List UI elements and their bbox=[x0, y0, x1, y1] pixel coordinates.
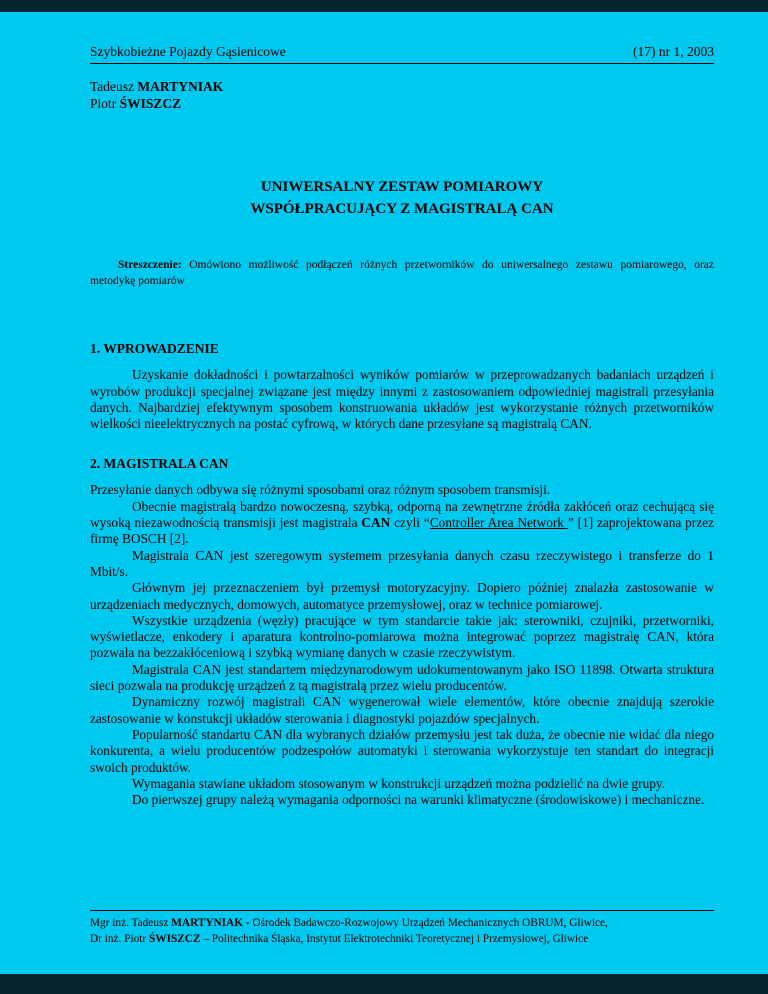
footnote-block bbox=[90, 910, 714, 948]
paragraph: Do pierwszej grupy należą wymagania odporności na warunki klimatyczne (środowiskowe) i mechaniczne. bbox=[132, 792, 705, 808]
paragraph: Uzyskanie dokładności i powtarzalności wyników pomiarów w przeprowadzanych badaniach urządzeń i wyrobów produkcji specjalnej związane jest między innymi z zastosowaniem odpowiedniej magistrali przesyłania danych. Najbardziej efektywnym sposobem konstruowania układów jest wykorzystanie różnych przetworników wielkości nieelektrycznych na postać cyfrową, w których dane przesyłane są magistralą CAN. bbox=[90, 367, 714, 432]
paragraph: Wszystkie urządzenia (węzły) pracujące w tym standarcie takie jak: sterowniki, czujniki, przetworniki, wyświetlacze, enkodery i aparatura kontrolno-pomiarowa można integrować poprzez magistralę CAN, która pozwala na bezzakłóceniową i szybką wymianę danych w czasie rzeczywistym. bbox=[90, 612, 714, 661]
abstract: Streszczenie: Omówiono możliwość podłączeń różnych przetworników do uniwersalnego zestawu pomiarowego, oraz metodykę pomiarów bbox=[90, 259, 714, 287]
page-content bbox=[90, 44, 714, 808]
paragraph: Obecnie magistralą bardzo nowoczesną, szybką, odporną na zewnętrzne źródła zakłóceń oraz cechującą się wysoką niezawodnością transmisji jest magistrala CAN czyli “Controller Area Network ” [1] zaprojektowana przez firmę BOSCH [2]. bbox=[90, 498, 714, 547]
paragraph: Głównym jej przeznaczeniem był przemysł motoryzacyjny. Dopiero później znalazła zastosowanie w urządzeniach medycznych, domowych, automatyce przemysłowej, oraz w technice pomiarowej. bbox=[90, 580, 714, 612]
section-heading-1: 1. WPROWADZENIE bbox=[90, 341, 219, 357]
article-title bbox=[90, 177, 714, 221]
paragraph: Popularność standartu CAN dla wybranych działów przemysłu jest tak duża, że obecnie nie widać dla niego konkurenta, a wielu producentów podzespołów automatyki i sterowania wykorzystuje ten standart do integracji swoich produktów. bbox=[90, 726, 714, 775]
journal-title: Szybkobieżne Pojazdy Gąsienicowe bbox=[90, 44, 286, 59]
paragraph: Przesyłanie danych odbywa się różnymi sposobami oraz różnym sposobem transmisji. bbox=[90, 482, 551, 498]
issue-number: (17) nr 1, 2003 bbox=[633, 44, 714, 59]
footnote-line: Dr inż. Piotr ŚWISZCZ – Politechnika Śląska, Instytut Elektrotechniki Teoretycznej i Przemysłowej, Gliwice bbox=[90, 932, 589, 945]
paragraph: Dynamiczny rozwój magistrali CAN wygenerował wiele elementów, które obecnie znajdują szerokie zastosowanie w konstukcji układów sterowania i diagnostyki pojazdów specjalnych. bbox=[90, 694, 714, 726]
running-header bbox=[90, 44, 714, 64]
footnote-line: Mgr inż. Tadeusz MARTYNIAK - Ośrodek Badawczo-Rozwojowy Urządzeń Mechanicznych OBRUM, Gliwice, bbox=[90, 917, 608, 929]
article-title-line-1: UNIWERSALNY ZESTAW POMIAROWY bbox=[260, 178, 544, 195]
paragraph: Wymagania stawiane układom stosowanym w konstrukcji urządzeń można podzielić na dwie grupy. bbox=[132, 775, 666, 791]
scan-edge-top bbox=[0, 0, 768, 12]
section-heading-2: 2. MAGISTRALA CAN bbox=[90, 456, 229, 472]
author-block bbox=[90, 79, 714, 113]
scan-edge-bottom bbox=[0, 974, 768, 994]
paragraph: Magistrala CAN jest standartem międzynarodowym udokumentowanym jako ISO 11898. Otwarta struktura sieci pozwala na produkcję urządzeń z tą magistralą przez wielu producentów. bbox=[90, 661, 714, 694]
author-line: Tadeusz MARTYNIAK bbox=[90, 79, 224, 94]
author-line: Piotr ŚWISZCZ bbox=[90, 95, 182, 111]
paragraph: Magistrala CAN jest szeregowym systemem przesyłania danych czasu rzeczywistego i transferze do 1 Mbit/s. bbox=[90, 547, 714, 579]
article-title-line-2: WSPÓŁPRACUJĄCY Z MAGISTRALĄ CAN bbox=[250, 200, 554, 217]
